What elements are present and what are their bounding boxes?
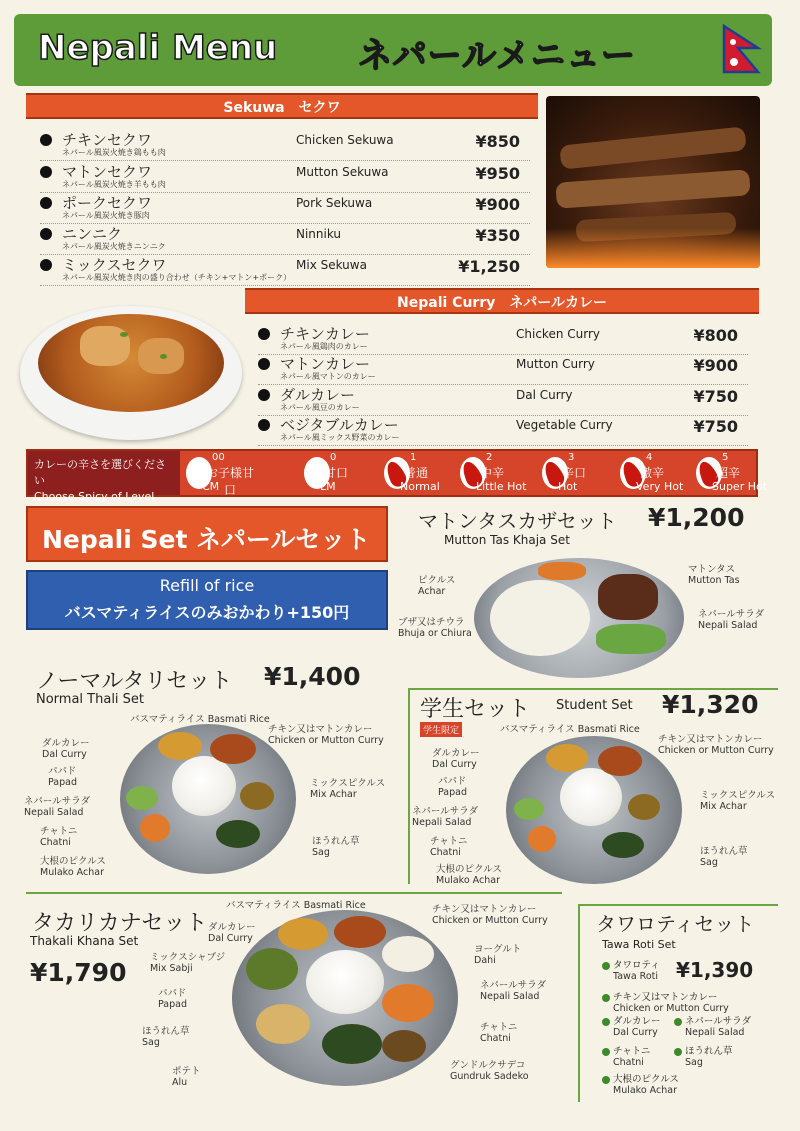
spicy-level-jp: お子様甘口: [206, 466, 255, 497]
student-divider: [408, 688, 410, 884]
refill-en: Refill of rice: [159, 576, 255, 595]
curry-heading: Nepali Curry ネパールカレー: [245, 288, 759, 314]
item-name-en: Pork Sekuwa: [296, 196, 373, 210]
refill-jp: バスマティライスのみおかわり+150円: [64, 603, 350, 622]
tawa-set-item: [602, 1074, 679, 1096]
spicy-level-jp: 超辛: [716, 466, 741, 480]
item-price: ¥750: [693, 387, 738, 406]
student-badge: 学生限定: [420, 722, 462, 737]
tawa-item-jp: ネパールサラダ: [685, 1016, 752, 1027]
item-price: ¥1,250: [458, 257, 520, 276]
item-desc: ネパール風炭火焼き羊もも肉: [62, 180, 166, 189]
tawa-set-item: [674, 1016, 751, 1038]
item-desc: ネパール風炭火焼きニンニク: [62, 242, 166, 251]
refill-notice: [26, 570, 388, 630]
label-mutton-tas: マトンタス Mutton Tas: [688, 564, 740, 586]
item-name-en: Vegetable Curry: [516, 418, 613, 432]
spicy-level-0: [302, 451, 372, 495]
menu-header: [14, 14, 772, 86]
tawa-title: タワロティセット: [596, 912, 755, 936]
label-thali-mixachar: ミックスピクルス Mix Achar: [310, 778, 386, 800]
bullet-icon: [674, 1018, 682, 1026]
normal-thali-title: ノーマルタリセット: [36, 669, 233, 694]
label-thakali-alu: ポテト Alu: [172, 1066, 201, 1088]
label-thakali-chatni: チャトニ Chatni: [480, 1022, 518, 1044]
thakali-top-rule: [26, 892, 562, 894]
spicy-level-number: 5: [722, 452, 729, 463]
spicy-level-number: 4: [646, 452, 653, 463]
bullet-icon: [40, 134, 52, 146]
item-price: ¥900: [693, 356, 738, 375]
student-plate: [506, 736, 682, 884]
mutton-tas-price: ¥1,200: [648, 503, 745, 532]
label-thakali-dahi: ヨーグルト Dahi: [474, 944, 522, 966]
spicy-intro: [28, 451, 180, 503]
menu-title-jp: ネパールメニュー: [358, 36, 636, 76]
tawa-top-rule: [578, 904, 778, 906]
item-name-jp: ニンニク: [62, 225, 123, 243]
tawa-divider: [578, 904, 580, 1102]
curry-item: [258, 385, 748, 416]
item-name-en: Chicken Sekuwa: [296, 133, 394, 147]
tawa-item-en: Dal Curry: [613, 1027, 658, 1038]
item-name-en: Chicken Curry: [516, 327, 600, 341]
mutton-tas-title-en: Mutton Tas Khaja Set: [444, 533, 570, 547]
tawa-title-en: Tawa Roti Set: [602, 938, 676, 951]
item-desc: ネパール風マトンのカレー: [280, 372, 376, 381]
bullet-icon: [40, 197, 52, 209]
label-student-dal: ダルカレー Dal Curry: [432, 748, 480, 770]
label-thakali-sag: ほうれん草 Sag: [142, 1026, 190, 1048]
label-thali-dal: ダルカレー Dal Curry: [42, 738, 90, 760]
label-student-mixachar: ミックスピクルス Mix Achar: [700, 790, 776, 812]
tawa-item-en: Mulako Achar: [613, 1085, 677, 1096]
sekuwa-item: [40, 130, 530, 161]
label-tas-salad: ネパールサラダ Nepali Salad: [698, 609, 765, 631]
bullet-icon: [258, 328, 270, 340]
item-desc: ネパール風炭火焼き鶏もも肉: [62, 148, 166, 157]
normal-thali-title-en: Normal Thali Set: [36, 692, 145, 707]
label-student-curry: チキン又はマトンカレー Chicken or Mutton Curry: [658, 734, 774, 756]
sekuwa-item: [40, 255, 530, 286]
tawa-item-jp: ほうれん草: [685, 1046, 733, 1057]
label-student-rice: バスマティライス Basmati Rice: [500, 724, 640, 735]
spicy-level-00: [184, 451, 254, 495]
spicy-level-en: CM: [202, 480, 220, 493]
spicy-level-number: 3: [568, 452, 575, 463]
bullet-icon: [258, 419, 270, 431]
item-price: ¥950: [475, 164, 520, 183]
label-thali-chatni: チャトニ Chatni: [40, 826, 78, 848]
thakali-title: タカリカナセット: [32, 911, 208, 936]
nepali-set-banner: [26, 506, 388, 562]
spicy-level-en: Little Hot: [476, 480, 527, 493]
tawa-item-en: Chatni: [613, 1057, 644, 1068]
sekuwa-item: [40, 193, 530, 224]
spicy-intro-jp: カレーの辛さを選びください: [34, 458, 166, 487]
student-title: 学生セット: [420, 697, 531, 722]
label-thakali-mixsabji: ミックスシャブジ Mix Sabji: [150, 952, 226, 974]
tawa-item-jp: 大根のピクルス: [613, 1074, 679, 1085]
tawa-set-item: [602, 1016, 661, 1038]
curry-item: [258, 354, 748, 385]
item-name-jp: マトンセクワ: [62, 163, 153, 181]
bullet-icon: [40, 228, 52, 240]
nepali-set-banner-text: Nepali Set ネパールセット: [42, 525, 371, 554]
spicy-level-jp: 中辛: [480, 466, 505, 480]
spicy-level-1: [382, 451, 452, 495]
item-price: ¥800: [693, 326, 738, 345]
student-title-en: Student Set: [556, 698, 633, 713]
item-name-en: Mix Sekuwa: [296, 258, 367, 272]
label-thakali-rice: バスマティライス Basmati Rice: [226, 900, 366, 911]
tawa-item-jp: チキン又はマトンカレー: [613, 992, 718, 1003]
normal-thali-price: ¥1,400: [264, 662, 361, 691]
label-student-mulako: 大根のピクルス Mulako Achar: [436, 864, 502, 886]
tawa-item-jp: ダルカレー: [613, 1016, 661, 1027]
item-price: ¥900: [475, 195, 520, 214]
spicy-level-en: Normal: [400, 480, 440, 493]
item-desc: ネパール風ミックス野菜のカレー: [280, 433, 400, 442]
tawa-set-item: [602, 1046, 650, 1068]
sekuwa-item: [40, 162, 530, 193]
normal-thali-plate: [120, 724, 296, 874]
bullet-icon: [602, 994, 610, 1002]
item-price: ¥850: [475, 132, 520, 151]
label-student-chatni: チャトニ Chatni: [430, 836, 468, 858]
spicy-level-jp: 甘口: [324, 466, 349, 480]
menu-title-en: Nepali Menu: [38, 28, 278, 68]
item-name-jp: ベジタブルカレー: [280, 416, 399, 434]
spicy-level-en: Super Hot: [712, 480, 768, 493]
label-thakali-curry: チキン又はマトンカレー Chicken or Mutton Curry: [432, 904, 548, 926]
item-desc: ネパール風豆のカレー: [280, 403, 360, 412]
curry-item: [258, 324, 748, 355]
label-thali-mulako: 大根のピクルス Mulako Achar: [40, 856, 106, 878]
bullet-icon: [40, 259, 52, 271]
label-bhuja: ブザ又はチウラ Bhuja or Chiura: [398, 617, 472, 639]
spicy-level-en: Hot: [558, 480, 578, 493]
label-thali-salad: ネパールサラダ Nepali Salad: [24, 796, 91, 818]
tawa-item-en: Nepali Salad: [685, 1027, 745, 1038]
item-name-en: Ninniku: [296, 227, 342, 241]
item-name-jp: チキンカレー: [280, 325, 370, 343]
tawa-item-jp: チャトニ: [613, 1046, 651, 1057]
item-desc: ネパール風炭火焼き豚肉: [62, 211, 150, 220]
tawa-price: ¥1,390: [676, 958, 754, 982]
bullet-icon: [40, 166, 52, 178]
spicy-level-5: [694, 451, 768, 495]
mutton-tas-plate: [474, 558, 684, 678]
spicy-level-jp: 普通: [404, 466, 429, 480]
spicy-level-jp: 激辛: [640, 466, 665, 480]
tawa-item-en: Tawa Roti: [613, 971, 659, 982]
label-thakali-gundruk: グンドルクサデコ Gundruk Sadeko: [450, 1060, 529, 1082]
spicy-level-en: Very Hot: [636, 480, 684, 493]
item-name-jp: マトンカレー: [280, 355, 371, 373]
label-thakali-salad: ネパールサラダ Nepali Salad: [480, 980, 547, 1002]
item-name-jp: ダルカレー: [280, 386, 356, 404]
thakali-title-en: Thakali Khana Set: [30, 934, 139, 948]
tawa-item-jp: タワロティ: [613, 960, 660, 971]
item-name-en: Mutton Curry: [516, 357, 595, 371]
label-thali-papad: パパド Papad: [48, 766, 78, 788]
item-name-en: Mutton Sekuwa: [296, 165, 389, 179]
tawa-item-en: Chicken or Mutton Curry: [613, 1003, 729, 1014]
spicy-level-jp: 辛口: [562, 466, 587, 480]
spicy-level-number: 0: [330, 452, 337, 463]
item-desc: ネパール風鶏肉のカレー: [280, 342, 368, 351]
label-student-papad: パパド Papad: [438, 776, 468, 798]
curry-bowl-photo: [20, 296, 242, 444]
bullet-icon: [602, 962, 610, 970]
spicy-level-number: 2: [486, 452, 493, 463]
label-student-sag: ほうれん草 Sag: [700, 846, 748, 868]
bullet-icon: [258, 358, 270, 370]
item-name-jp: ポークセクワ: [62, 194, 153, 212]
item-price: ¥750: [693, 417, 738, 436]
label-thali-curry: チキン又はマトンカレー Chicken or Mutton Curry: [268, 724, 384, 746]
spicy-level-number: 1: [410, 452, 417, 463]
spicy-level-en: LM: [320, 480, 336, 493]
spicy-level-bar: [26, 449, 768, 503]
bullet-icon: [258, 389, 270, 401]
item-price: ¥350: [475, 226, 520, 245]
thakali-plate: [232, 910, 458, 1086]
bullet-icon: [602, 1048, 610, 1056]
item-desc: ネパール風炭火焼き肉の盛り合わせ（チキン+マトン+ポーク）: [62, 273, 292, 282]
tawa-set-item: [602, 960, 660, 982]
tawa-set-item: [674, 1046, 733, 1068]
spicy-level-number: 00: [212, 452, 225, 463]
sekuwa-heading: Sekuwa セクワ: [26, 93, 538, 119]
bullet-icon: [602, 1076, 610, 1084]
tawa-set-item: [602, 992, 729, 1014]
label-achar: ピクルス Achar: [418, 575, 456, 597]
label-thakali-papad: パパド Papad: [158, 988, 188, 1010]
label-thali-sag: ほうれん草 Sag: [312, 836, 360, 858]
nepal-flag-icon: [722, 24, 762, 76]
label-student-salad: ネパールサラダ Nepali Salad: [412, 806, 479, 828]
item-name-en: Dal Curry: [516, 388, 573, 402]
curry-item: [258, 415, 748, 446]
spicy-level-2: [458, 451, 528, 495]
spicy-intro-en: Choose Spicy of Level: [34, 490, 155, 503]
item-name-jp: ミックスセクワ: [62, 256, 167, 274]
thakali-price: ¥1,790: [30, 958, 127, 987]
sekuwa-item: [40, 224, 530, 255]
spicy-level-3: [540, 451, 610, 495]
item-name-jp: チキンセクワ: [62, 131, 152, 149]
label-thakali-dal: ダルカレー Dal Curry: [208, 922, 256, 944]
student-price: ¥1,320: [662, 690, 759, 719]
bullet-icon: [602, 1018, 610, 1026]
tawa-item-en: Sag: [685, 1057, 703, 1068]
mutton-tas-title: マトンタスカザセット: [418, 509, 617, 533]
spicy-level-4: [618, 451, 688, 495]
label-thali-rice: バスマティライス Basmati Rice: [130, 714, 270, 725]
sekuwa-photo: [546, 96, 760, 268]
bullet-icon: [674, 1048, 682, 1056]
